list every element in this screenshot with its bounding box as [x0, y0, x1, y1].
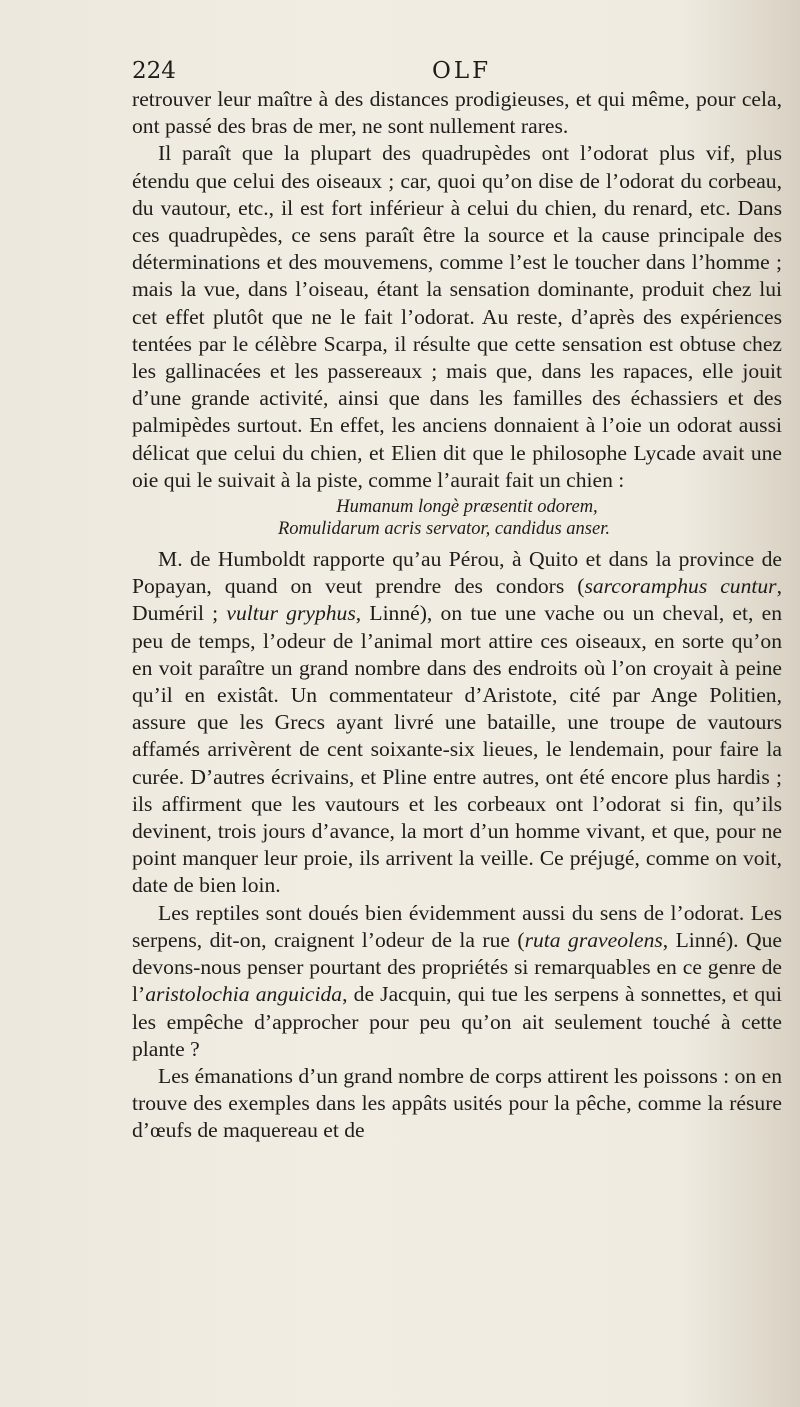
paragraph-humboldt	[132, 546, 782, 900]
text-run: M. de Humboldt rapporte qu’au Pérou, à Quito et dans la province de Popayan, quand on veut prendre des condors (	[132, 547, 782, 599]
page-number: 224	[132, 58, 176, 84]
scientific-name: sarcoramphus cuntur	[584, 574, 777, 599]
paragraph-poissons: Les émanations d’un grand nombre de corps attirent les poissons : on en trouve des exemples dans les appâts usités pour la pêche, comme la résure d’œufs de maquereau et de	[132, 1063, 782, 1143]
scientific-name: vultur gryphus	[226, 601, 356, 626]
verse-line: Humanum longè præsentit odorem,	[336, 497, 598, 518]
paragraph-quadrupedes: Il paraît que la plupart des quadrupèdes ont l’odorat plus vif, plus étendu que celui des oiseaux ; car, quoi qu’on dise de l’odorat du corbeau, du vautour, etc., il est fort inférieur à celui du chien, du renard, etc. Dans ces quadrupèdes, ce sens paraît être la source et la cause principale des déterminations et des mouvemens, comme l’est le toucher dans l’homme ; mais la vue, dans l’oiseau, étant la sensation dominante, produit chez lui cet effet plutôt que ne le fait l’odorat. Au reste, d’après des expériences tentées par le célèbre Scarpa, il résulte que cette sensation est obtuse chez les gallinacées et les passereaux ; mais que, dans les rapaces, elle jouit d’une grande activité, ainsi que dans les familles des échassiers et des palmipèdes surtout. En effet, les anciens donnaient à l’oie un odorat aussi délicat que celui du chien, et Elien dit que le philosophe Lycade avait une oie qui le suivait à la piste, comme l’aurait fait un chien :	[132, 141, 782, 492]
scientific-name: aristolochia anguicida	[145, 982, 343, 1007]
paragraph-continuation: retrouver leur maître à des distances prodigieuses, et qui même, pour cela, ont passé des bras de mer, ne sont nullement rares.	[132, 87, 782, 139]
text-run: , de Jacquin, qui tue les serpens à sonnettes, et qui les empêche d’approcher pour peu qu’on ait seulement touché à cette plante ?	[132, 982, 782, 1061]
running-head: OLF	[432, 58, 492, 84]
page-body	[132, 86, 782, 1145]
paragraph-reptiles	[132, 900, 782, 1063]
text-run: , Duméril ;	[132, 574, 782, 626]
scientific-name: ruta graveolens	[524, 927, 663, 952]
text-run: , Linné), on tue une vache ou un cheval, et, en peu de temps, l’odeur de l’animal mort attire ces oiseaux, en sorte qu’on en voit paraître un grand nombre dans des endroits où l’on croyait à peine qu’il en existât. Un commentateur d’Aristote, cité par Ange Politien, assure que les Grecs ayant livré une bataille, une troupe de vautours affamés arrivèrent de cent soixante-six lieues, le lendemain, pour faire la curée. D’autres écrivains, et Pline entre autres, ont été encore plus hardis ; ils affirment que les vautours et les corbeaux ont l’odorat si fin, qu’ils devinent, trois jours d’avance, la mort d’un homme vivant, et que, pour ne point manquer leur proie, ils arrivent la veille. Ce préjugé, comme on voit, date de bien loin.	[132, 601, 783, 898]
verse-line: Romulidarum acris servator, candidus anser.	[278, 519, 610, 540]
text-run: Les reptiles sont doués bien évidemment aussi du sens de l’odorat. Les serpens, dit-on, craignent l’odeur de la rue (	[132, 900, 782, 952]
latin-verse	[132, 496, 782, 540]
text-run: , Linné). Que devons-nous penser pourtant des propriétés si remarquables en ce genre de l’	[132, 927, 782, 1007]
